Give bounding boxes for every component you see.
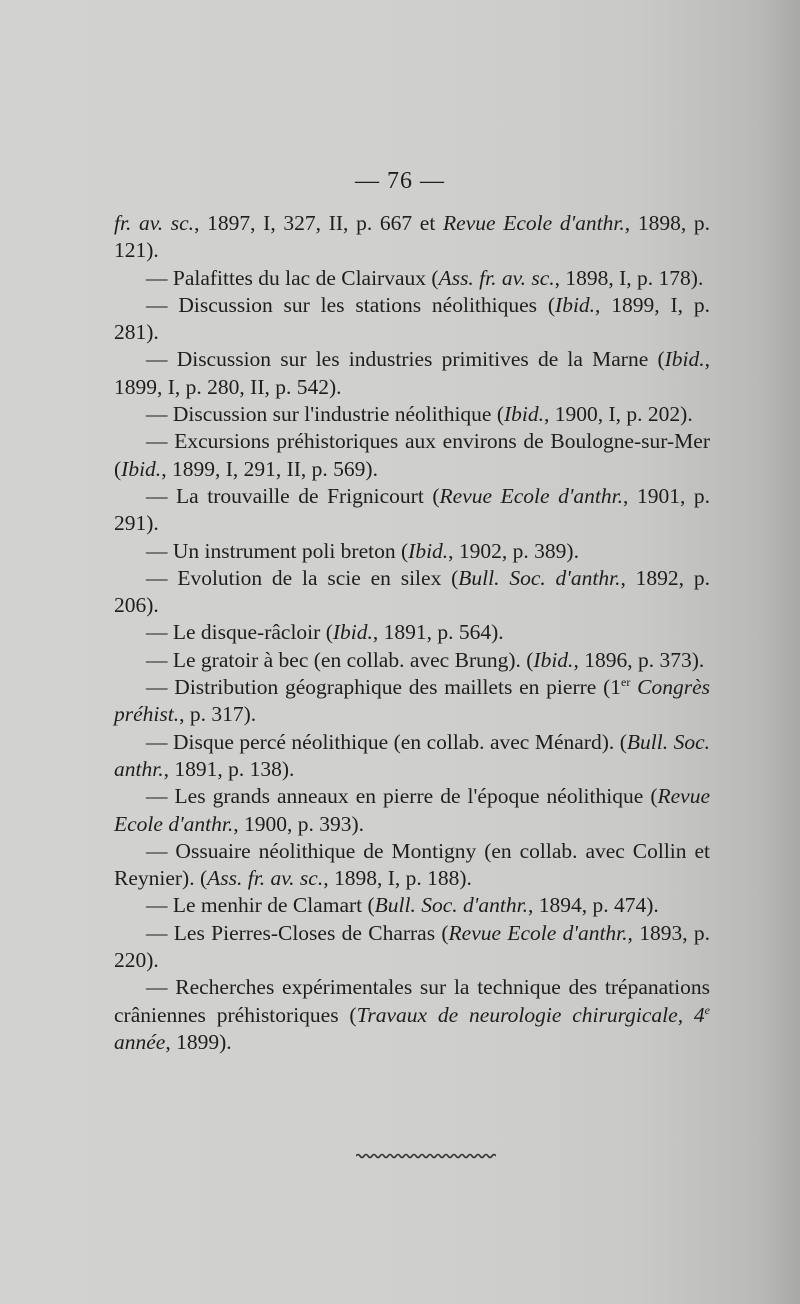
citation-title: Ibid.	[408, 538, 449, 563]
entry-text: , p. 317).	[179, 702, 257, 727]
bibliography-entry	[114, 729, 710, 784]
bibliography-entry	[114, 483, 710, 538]
bibliography-entry	[114, 346, 710, 401]
entry-text: , 1901, p. 291).	[114, 483, 711, 536]
entry-text: , 1899).	[165, 1029, 232, 1054]
citation-title: Ass. fr. av. sc.	[438, 265, 555, 290]
bibliography-entry	[114, 401, 710, 428]
entry-text: — Ossuaire néolithique de Montigny (en collab. avec Collin et Reynier). (	[114, 838, 710, 891]
entry-text: , 1899, I, p. 280, II, p. 542).	[114, 347, 710, 399]
bibliography-entry	[114, 210, 710, 265]
citation-title: Ass. fr. av. sc.	[207, 866, 324, 891]
entry-text: , 1900, I, p. 202).	[544, 402, 693, 427]
entry-text: , 1891, p. 564).	[372, 620, 504, 645]
bibliography-entry	[114, 838, 710, 893]
citation-title: Ibid.	[664, 347, 705, 372]
entry-text: , 1892, p. 206).	[114, 565, 710, 618]
bibliography-entry	[114, 674, 710, 729]
citation-title: Bull. Soc. d'anthr.	[458, 565, 621, 590]
entry-text: , 1894, p. 474).	[527, 893, 659, 918]
entry-text: — Le gratoir à bec (en collab. avec Brung). (	[146, 647, 534, 672]
citation-title: Revue Ecole d'anthr.	[443, 211, 625, 235]
entry-text: — Le menhir de Clamart (	[146, 893, 375, 918]
bibliography-entry	[114, 428, 710, 483]
entry-text: , 1899, I, 291, II, p. 569).	[161, 456, 378, 481]
bibliography-entry	[114, 974, 710, 1056]
citation-title: Ibid.	[555, 292, 596, 317]
citation-title: Ibid.	[121, 456, 162, 481]
page-number: — 76 —	[355, 168, 445, 194]
entry-text: — Le disque-râcloir (	[146, 620, 333, 645]
entry-text: — Un instrument poli breton (	[146, 538, 409, 563]
citation-title: année	[114, 1029, 166, 1054]
entry-text: — Palafittes du lac de Clairvaux (	[146, 265, 439, 290]
bibliography-entry	[114, 619, 710, 646]
entry-text: — Discussion sur les industries primitives de la Marne (	[146, 347, 665, 372]
entry-text: , 1897, I, 327, II, p. 667 et	[194, 211, 444, 235]
entry-text: , 1898, I, p. 178).	[554, 265, 704, 290]
citation-title: fr. av. sc.	[114, 211, 195, 235]
entry-text: , 1898, p. 121).	[114, 211, 711, 263]
citation-title: Ibid.	[332, 620, 373, 645]
entry-text: — Excursions préhistoriques aux environs de Boulogne-sur-Mer (	[114, 429, 710, 481]
bibliography-entry	[114, 265, 710, 292]
citation-title: Bull. Soc. anthr.	[114, 729, 710, 781]
bibliography-entry	[114, 647, 710, 674]
bibliography-entry	[114, 920, 710, 975]
bibliography-entry	[114, 892, 710, 919]
citation-title: Revue Ecole d'anthr.	[439, 483, 624, 508]
entry-text: — Les grands anneaux en pierre de l'époque néolithique (	[146, 784, 658, 809]
entry-text: — La trouvaille de Frignicourt (	[146, 483, 440, 508]
end-ornament	[356, 1152, 496, 1160]
entry-text: er	[621, 674, 631, 689]
entry-text: , 1896, p. 373).	[573, 647, 705, 672]
citation-title: Congrès préhist.	[114, 675, 710, 727]
entry-text: , 1893, p. 220).	[114, 920, 710, 973]
entry-text: — Les Pierres-Closes de Charras (	[146, 920, 449, 945]
citation-title: Revue Ecole d'anthr.	[448, 920, 628, 945]
entry-text: — Discussion sur l'industrie néolithique (	[146, 402, 504, 427]
entry-text: — Distribution géographique des maillets en pierre (1	[146, 675, 622, 700]
bibliography-list	[114, 210, 710, 1056]
citation-title: e	[704, 1002, 710, 1017]
bibliography-entry	[114, 538, 710, 565]
entry-text: — Evolution de la scie en silex (	[146, 565, 459, 590]
entry-text: , 1898, I, p. 188).	[323, 866, 472, 891]
citation-title: Revue Ecole d'anthr.	[114, 784, 710, 836]
entry-text: , 1899, I, p. 281).	[114, 292, 710, 345]
bibliography-entry	[114, 292, 710, 347]
entry-text: , 1902, p. 389).	[448, 538, 579, 563]
entry-text: — Disque percé néolithique (en collab. avec Ménard). (	[146, 729, 627, 754]
citation-title: Ibid.	[504, 402, 545, 427]
citation-title: Travaux de neurologie chirurgicale, 4	[356, 1002, 705, 1027]
bibliography-entry	[114, 565, 710, 620]
entry-text: — Discussion sur les stations néolithiques (	[146, 292, 556, 317]
citation-title: Ibid.	[533, 647, 574, 672]
citation-title: Bull. Soc. d'anthr.	[374, 893, 528, 918]
entry-text: , 1891, p. 138).	[163, 756, 295, 781]
bibliography-entry	[114, 783, 710, 838]
entry-text: — Recherches expérimentales sur la technique des trépanations crâniennes préhistoriques (	[114, 975, 710, 1027]
entry-text: , 1900, p. 393).	[233, 811, 365, 836]
